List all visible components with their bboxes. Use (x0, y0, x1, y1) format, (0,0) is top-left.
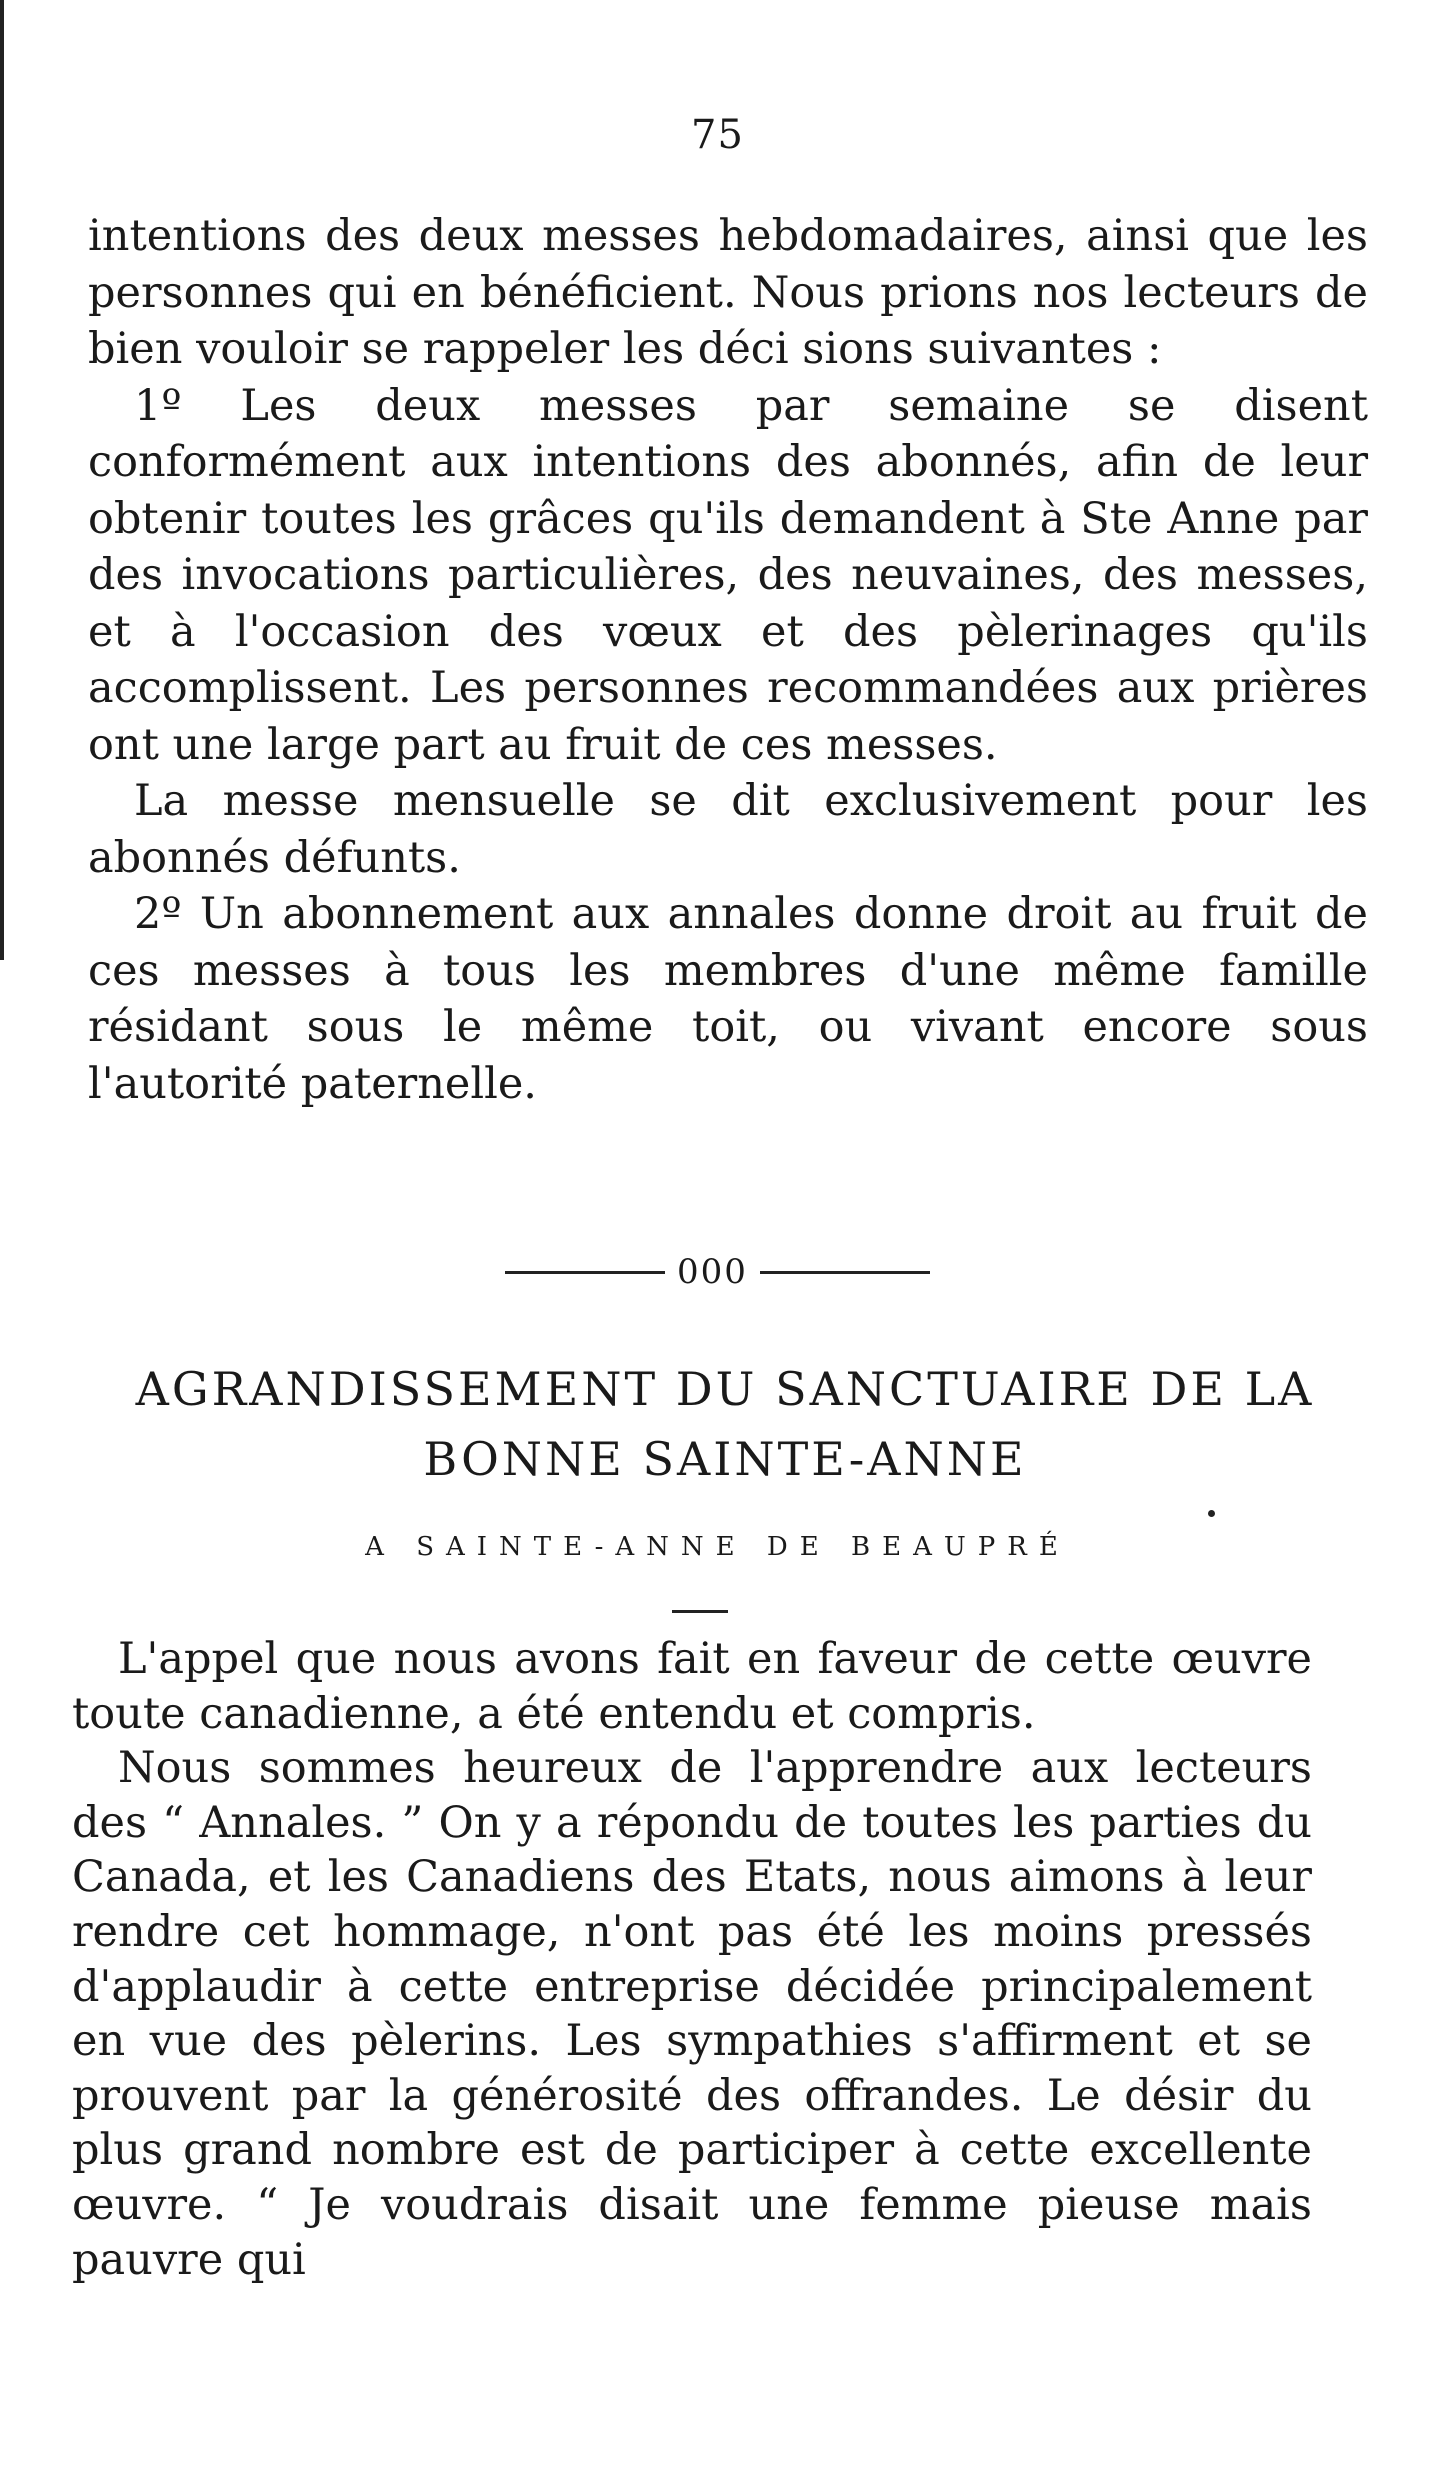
article-title (60, 1354, 1390, 1494)
divider-line-right (760, 1271, 930, 1274)
article-title-line-2: BONNE SAINTE-ANNE (423, 1432, 1027, 1486)
paragraph-monthly-mass: La messe mensuelle se dit exclusivement pour les abonnés défunts. (88, 776, 1368, 883)
article-title-line-1: AGRANDISSEMENT DU SANCTUAIRE DE LA (135, 1362, 1315, 1416)
body-text-section (88, 208, 1368, 1112)
article-paragraph-1: L'appel que nous avons fait en faveur de cette œuvre toute canadienne, a été entendu et compris. (72, 1634, 1312, 1739)
divider-line-left (505, 1271, 665, 1274)
article-subtitle: A SAINTE-ANNE DE BEAUPRÉ (365, 1532, 1070, 1562)
print-speck (1208, 1510, 1215, 1517)
subtitle-rule (672, 1610, 728, 1613)
article-body (72, 1632, 1312, 2287)
paragraph-rule-2: 2º Un abonnement aux annales donne droit au fruit de ces messes à tous les membres d'une même famille résidant sous le même toit, ou vivant encore sous l'autorité paternelle. (88, 889, 1368, 1109)
paragraph-intentions: intentions des deux messes hebdomadaires, ainsi que les personnes qui en bénéficient. Nous prions nos lecteurs de bien vouloir se rappeler les déci sions suivantes : (88, 211, 1368, 374)
article-paragraph-2: Nous sommes heureux de l'apprendre aux lecteurs des “ Annales. ” On y a répondu de toutes les parties du Canada, et les Canadiens des Etats, nous aimons à leur rendre cet hommage, n'ont pas été les moins pressés d'applaudir à cette entreprise décidée principalement en vue des pèlerins. Les sympathies s'affirment et se prouvent par la générosité des offrandes. Le désir du plus grand nombre est de participer à cette excellente œuvre. “ Je voudrais disait une femme pieuse mais pauvre qui (72, 1743, 1312, 2285)
section-divider (0, 1252, 1435, 1292)
paragraph-rule-1: 1º Les deux messes par semaine se disent conformément aux intentions des abonnés, afin de leur obtenir toutes les grâces qu'ils demandent à Ste Anne par des invocations particulières, des neuvaines, des messes, et à l'occasion des vœux et des pèlerinages qu'ils accomplissent. Les personnes recommandées aux prières ont une large part au fruit de ces messes. (88, 380, 1368, 770)
page-number: 75 (691, 112, 744, 158)
divider-ornament: 000 (677, 1252, 748, 1292)
